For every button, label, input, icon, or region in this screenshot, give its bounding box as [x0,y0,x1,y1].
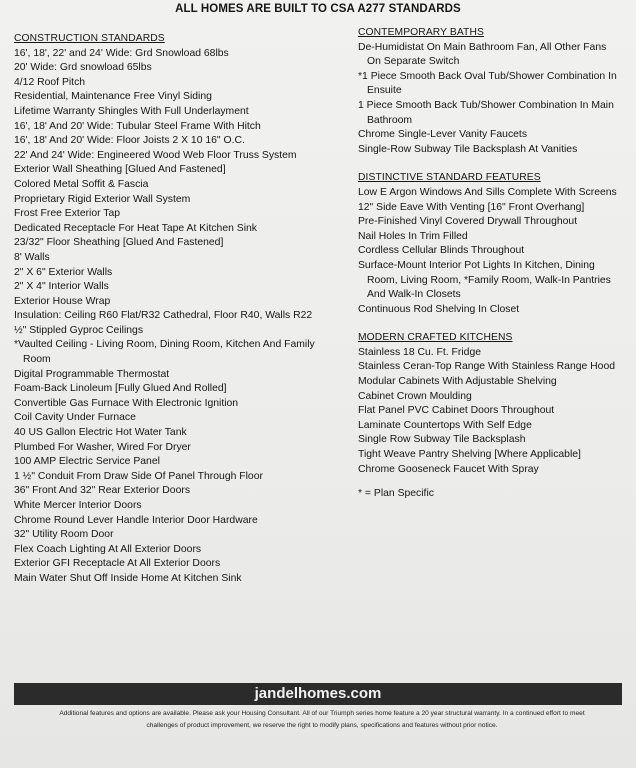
list-item: De-Humidistat On Main Bathroom Fan, All Other Fans On Separate Switch [358,41,607,68]
list-item: Cabinet Crown Moulding [358,390,472,402]
list-item: *1 Piece Smooth Back Oval Tub/Shower Combination In Ensuite [358,70,617,97]
list-item: 100 AMP Electric Service Panel [14,456,160,468]
list-item: Digital Programmable Thermostat [14,368,170,380]
list-item: 1 Piece Smooth Back Tub/Shower Combination In Main Bathroom [358,99,614,126]
plan-specific-footnote: * = Plan Specific [358,488,434,500]
list-item: Chrome Gooseneck Faucet With Spray [358,463,539,475]
list-item: 16', 18' And 20' Wide: Floor Joists 2 X 10 16" O.C. [14,135,245,147]
list-item: Low E Argon Windows And Sills Complete With Screens [358,186,617,198]
distinctive-features-section [358,171,620,317]
list-item: Frost Free Exterior Tap [14,208,121,220]
list-item: Surface-Mount Interior Pot Lights In Kitchen, Dining Room, Living Room, *Family Room, Walk-In Pantries And Walk-In Closets [358,259,611,301]
list-item: Pre-Finished Vinyl Covered Drywall Throughout [358,216,578,228]
list-item: Stainless 18 Cu. Ft. Fridge [358,346,482,358]
list-item: Exterior GFI Receptacle At All Exterior Doors [14,558,221,570]
list-item: Exterior Wall Sheathing [Glued And Fastened] [14,164,226,176]
list-item: Convertible Gas Furnace With Electronic Ignition [14,397,239,409]
list-item: 4/12 Roof Pitch [14,76,86,88]
list-item: Main Water Shut Off Inside Home At Kitchen Sink [14,572,242,584]
list-item: Colored Metal Soffit & Fascia [14,178,149,190]
list-item: 1 ½" Conduit From Draw Side Of Panel Through Floor [14,470,263,482]
construction-standards-heading: CONSTRUCTION STANDARDS [14,33,165,44]
list-item: Flex Coach Lighting At All Exterior Doors [14,543,202,555]
list-item: White Mercer Interior Doors [14,500,142,511]
list-item: Single-Row Subway Tile Backsplash At Vanities [358,143,578,155]
list-item: Lifetime Warranty Shingles With Full Underlayment [14,105,249,117]
list-item: Proprietary Rigid Exterior Wall System [14,193,191,205]
list-item: Cordless Cellular Blinds Throughout [358,245,525,257]
page-title: ALL HOMES ARE BUILT TO CSA A277 STANDARDS [175,3,461,15]
list-item: Exterior House Wrap [14,295,111,307]
list-item: 36" Front And 32" Rear Exterior Doors [14,485,191,497]
contemporary-baths-section [358,26,620,157]
list-item: 2" X 4" Interior Walls [14,281,109,293]
list-item: Plumbed For Washer, Wired For Dryer [14,441,191,453]
list-item: Chrome Round Lever Handle Interior Door Hardware [14,514,258,526]
list-item: 22' And 24' Wide: Engineered Wood Web Floor Truss System [14,149,297,161]
contemporary-baths-heading: CONTEMPORARY BATHS [358,27,484,38]
disclaimer-text: Additional features and options are available. Please ask your Housing Consultant. All of our Triumph series home feature a 20 year structural warranty. In a continued effort to meet challenges of product improvement, we reserve the right to modify plans, specifications and features without prior notice. [59,710,585,729]
construction-standards-list [14,47,344,587]
contemporary-baths-list [358,41,620,158]
list-item: Tight Weave Pantry Shelving [Where Applicable] [358,449,581,461]
list-item: *Vaulted Ceiling - Living Room, Dining Room, Kitchen And Family Room [14,339,315,366]
list-item: Laminate Countertops With Self Edge [358,419,532,431]
list-item: Residential, Maintenance Free Vinyl Siding [14,91,212,103]
list-item: 2" X 6" Exterior Walls [14,266,113,278]
list-item: Insulation: Ceiling R60 Flat/R32 Cathedral, Floor R40, Walls R22 [14,310,313,322]
list-item: 40 US Gallon Electric Hot Water Tank [14,427,187,439]
list-item: 20' Wide: Grd snowload 65lbs [14,62,152,74]
list-item: 16', 18', 22' and 24' Wide: Grd Snowload 68lbs [14,47,229,59]
list-item: Nail Holes In Trim Filled [358,230,468,242]
list-item: Flat Panel PVC Cabinet Doors Throughout [358,405,555,417]
list-item: 8' Walls [14,251,50,263]
distinctive-features-heading: DISTINCTIVE STANDARD FEATURES [358,172,541,184]
list-item: Foam-Back Linoleum [Fully Glued And Rolled] [14,383,227,395]
list-item: Continuous Rod Shelving In Closet [358,303,520,315]
brand-banner: jandelhomes.com [14,683,622,705]
modern-kitchens-section [358,331,620,477]
construction-standards-section [14,32,344,587]
list-item: Single Row Subway Tile Backsplash [358,434,526,446]
list-item: 12" Side Eave With Venting [16" Front Overhang] [358,201,585,213]
list-item: 23/32" Floor Sheathing [Glued And Fastened] [14,237,224,249]
list-item: Stainless Ceran-Top Range With Stainless Range Hood [358,361,616,373]
list-item: Dedicated Receptacle For Heat Tape At Kitchen Sink [14,222,257,234]
list-item: 32" Utility Room Door [14,529,114,541]
list-item: ½" Stippled Gyproc Ceilings [14,324,144,336]
distinctive-features-list [358,186,620,317]
modern-kitchens-heading: MODERN CRAFTED KITCHENS [358,332,513,344]
modern-kitchens-list [358,346,620,477]
list-item: Coil Cavity Under Furnace [14,412,136,424]
right-column [358,26,620,502]
list-item: 16', 18' And 20' Wide: Tubular Steel Frame With Hitch [14,120,261,132]
list-item: Chrome Single-Lever Vanity Faucets [358,129,528,141]
list-item: Modular Cabinets With Adjustable Shelving [358,376,557,388]
